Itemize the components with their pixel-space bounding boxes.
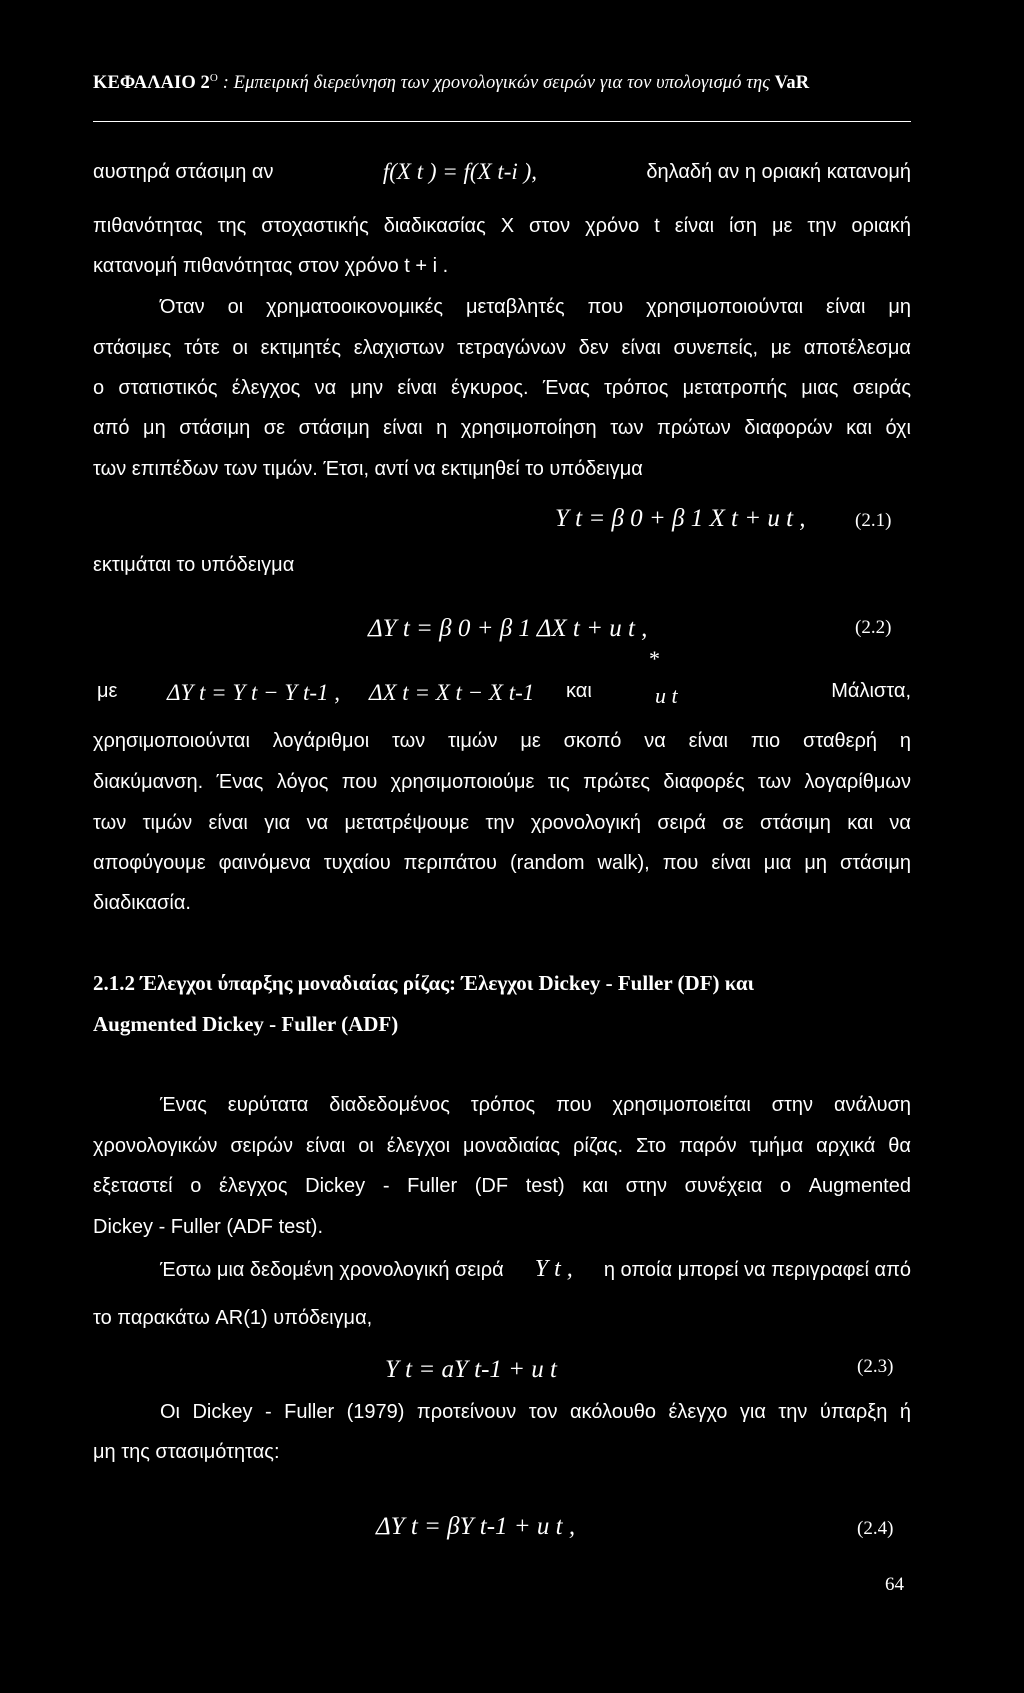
para2-line4: από μη στάσιμη σε στάσιμη είναι η χρησιμοποίηση των πρώτων διαφορών και όχι: [93, 417, 911, 439]
para1-line1: αυστηρά στάσιμη αν f(X t ) = f(X t-i ), δηλαδή αν η οριακή κατανομή: [93, 159, 911, 184]
estimated-label: εκτιμάται το υπόδειγμα: [93, 554, 295, 576]
para2-line3: ο στατιστικός έλεγχος να μην είναι έγκυρος. Ένας τρόπος μετατροπής μιας σειράς: [93, 377, 911, 399]
para1-line3: κατανομή πιθανότητας στον χρόνο t + i .: [93, 255, 449, 277]
equation-2-3: Y t = aY t-1 + u t: [385, 1356, 557, 1383]
para1-line2: πιθανότητας της στοχαστικής διαδικασίας X στον χρόνο t είναι ίση με την οριακή: [93, 215, 911, 237]
para4-line1: Ένας ευρύτατα διαδεδομένος τρόπος που χρησιμοποιείται στην ανάλυση: [160, 1094, 911, 1116]
equation-2-1: Y t = β 0 + β 1 X t + u t ,: [555, 505, 806, 532]
asterisk: *: [649, 646, 660, 671]
header-var: VaR: [774, 73, 810, 94]
para4-line4: Dickey - Fuller (ADF test).: [93, 1216, 324, 1238]
page-number: 64: [885, 1574, 904, 1595]
para5-line1: Έστω μια δεδομένη χρονολογική σειρά Y t , η οποία μπορεί να περιγραφεί από: [160, 1256, 911, 1282]
delta-x-definition: ΔX t = X t − X t-1: [369, 680, 535, 705]
equation-number-2-2: (2.2): [855, 617, 892, 638]
document-page: ΚΕΦΑΛΑΙΟ $2^O$ : Εμπειρική διερεύνηση των χρονολογικών σειρών για τον υπολογισμό της VaR αυστηρά στάσιμη αν f(X t ) = f(X t-i ), δηλαδή αν η οριακή κατανομή πιθανότητας της στοχαστικής διαδικασίας X στον χρόνο t είναι ίση με την οριακή κατανομή πιθανότητας στον χρόνο t + i . Όταν οι χρηματοοικονομικές μεταβλητές που χρησιμοποιούνται είναι μη στάσιμες τότε οι εκτιμητές ελαχιστων τετραγώνων δεν είναι συνεπείς, με αποτέλεσμα ο στατιστικός έλεγχος να μην είναι έγκυρος. Ένας τρόπος μετατροπής μιας σειράς από μη στάσιμη σε στάσιμη είναι η χρησιμοποίηση των πρώτων διαφορών και όχι των επιπέδων των τιμών. Έτσι, αντί να εκτιμηθεί το υπόδειγμα Y t = β 0 + β 1 X t + u t , (2.1) εκτιμάται το υπόδειγμα ΔY t = β 0 + β 1 ΔX t + u t , (2.2) με ΔY t = Y t − Y t-1 , ΔX t = X t − X t-1 και * u t Μάλιστα, χρησιμοποιούνται λογάριθμοι των τιμών με σκοπό να είναι πιο σταθερή η διακύμανση. Ένας λόγος που χρησιμοποιούμε τις πρώτες διαφορές των λογαρίθμων των τιμών είναι για να μετατρέψουμε την χρονολογική σειρά σε στάσιμη και να αποφύγουμε φαινόμενα τυχαίου περιπάτου (random walk), που είναι μια μη στάσιμη διαδικασία. 2.1.2 Έλεγχοι ύπαρξης μοναδιαίας ρίζας: Έλεγχοι Dickey - Fuller (DF) και Augmented Dickey - Fuller (ADF) Ένας ευρύτατα διαδεδομένος τρόπος που χρησιμοποιείται στην ανάλυση χρονολογικών σειρών είναι οι έλεγχοι μοναδιαίας ρίζας. Στο παρόν τμήμα αρχικά θα εξεταστεί ο έλεγχος Dickey - Fuller (DF test) και στην συνέχεια ο Augmented Dickey - Fuller (ADF test). Έστω μια δεδομένη χρονολογική σειρά Y t , η οποία μπορεί να περιγραφεί από το παρακάτω AR(1) υπόδειγμα, Y t = aY t-1 + u t (2.3) Οι Dickey - Fuller (1979) προτείνουν τον ακόλουθο έλεγχο για την ύπαρξη ή μη της στασιμότητας: ΔY t = βY t-1 + u t , (2.4) 64: [0, 0, 1024, 1693]
equation-2-2: ΔY t = β 0 + β 1 ΔX t + u t ,: [368, 615, 648, 642]
delta-y-definition: ΔY t = Y t − Y t-1 ,: [167, 680, 340, 705]
para3-line5: διαδικασία.: [93, 892, 191, 914]
running-header: [93, 72, 929, 94]
para2-line1: Όταν οι χρηματοοικονομικές μεταβλητές που χρησιμοποιούνται είναι μη: [160, 296, 911, 318]
para3-line3: των τιμών είναι για να μετατρέψουμε την χρονολογική σειρά σε στάσιμη και να: [93, 812, 911, 834]
equation-number-2-4: (2.4): [857, 1518, 894, 1539]
para3-line4: αποφύγουμε φαινόμενα τυχαίου περιπάτου (random walk), που είναι μια μη στάσιμη: [93, 852, 911, 874]
para4-line2: χρονολογικών σειρών είναι οι έλεγχοι μοναδιαίας ρίζας. Στο παρόν τμήμα αρχικά θα: [93, 1135, 911, 1157]
equation-2-4: ΔY t = βY t-1 + u t ,: [376, 1513, 576, 1540]
equation-number-2-1: (2.1): [855, 510, 892, 531]
para2-line2: στάσιμες τότε οι εκτιμητές ελαχιστων τετραγώνων δεν είναι συνεπείς, με αποτέλεσμα: [93, 337, 911, 359]
para4-line3: εξεταστεί ο έλεγχος Dickey - Fuller (DF test) και στην συνέχεια ο Augmented: [93, 1175, 911, 1197]
series-symbol: Y t ,: [534, 1256, 573, 1282]
para6-line1: Οι Dickey - Fuller (1979) προτείνουν τον ακόλουθο έλεγχο για την ύπαρξη ή: [160, 1401, 911, 1423]
para6-line2: μη της στασιμότητας:: [93, 1441, 280, 1463]
chapter-superscript: Ο: [209, 72, 218, 84]
para3-line2: διακύμανση. Ένας λόγος που χρησιμοποιούμε τις πρώτες διαφορές των λογαρίθμων: [93, 771, 911, 793]
equation-number-2-3: (2.3): [857, 1356, 894, 1377]
chapter-label: ΚΕΦΑΛΑΙΟ 2: [93, 73, 210, 94]
stationarity-formula: f(X t ) = f(X t-i ),: [382, 159, 537, 184]
para2-line5: των επιπέδων των τιμών. Έτσι, αντί να εκτιμηθεί το υπόδειγμα: [93, 458, 643, 480]
section-heading-line1: 2.1.2 Έλεγχοι ύπαρξης μοναδιαίας ρίζας: Έλεγχοι Dickey - Fuller (DF) και: [93, 971, 755, 995]
para3-line1: χρησιμοποιούνται λογάριθμοι των τιμών με σκοπό να είναι πιο σταθερή η: [93, 730, 911, 752]
para5-line2: το παρακάτω AR(1) υπόδειγμα,: [93, 1307, 373, 1329]
chapter-subtitle: : Εμπειρική διερεύνηση των χρονολογικών σειρών για τον υπολογισμό της: [222, 73, 770, 94]
header-rule: [93, 121, 911, 122]
error-term: u t: [655, 683, 678, 708]
section-heading-line2: Augmented Dickey - Fuller (ADF): [93, 1012, 399, 1036]
